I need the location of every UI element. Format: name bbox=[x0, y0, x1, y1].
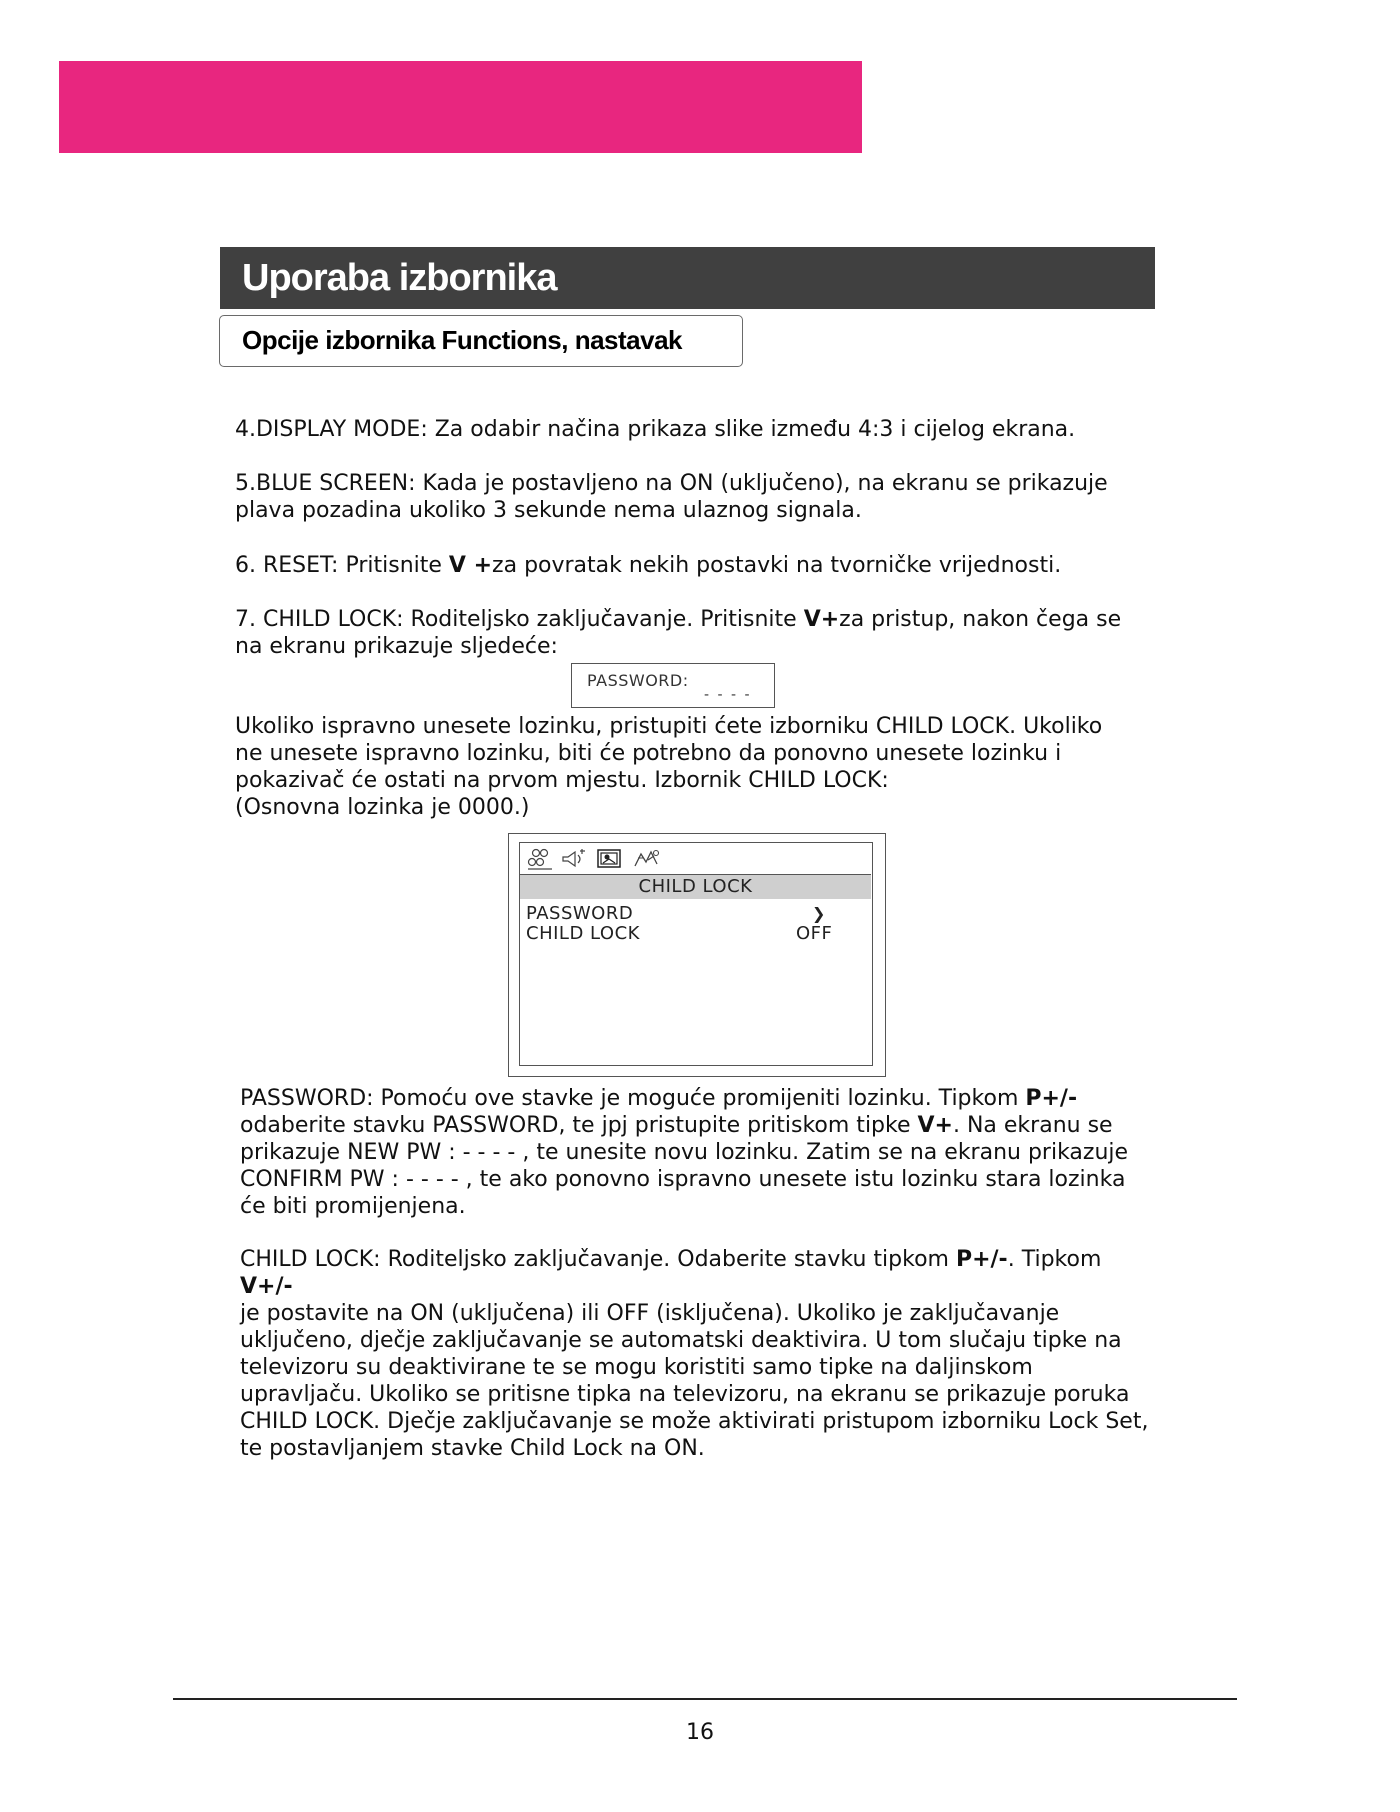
page-number: 16 bbox=[686, 1720, 714, 1745]
password-prompt-label: PASSWORD: bbox=[587, 671, 689, 690]
paragraph-line bbox=[240, 1112, 1160, 1139]
paragraph-login-info bbox=[235, 713, 1155, 821]
text-run: PASSWORD: Pomoću ove stavke je moguće promijeniti lozinku. Tipkom bbox=[240, 1086, 1026, 1111]
paragraph-line: (Osnovna lozinka je 0000.) bbox=[235, 795, 530, 820]
password-prompt-box bbox=[571, 663, 775, 708]
paragraph-line: 5.BLUE SCREEN: Kada je postavljeno na ON (uključeno), na ekranu se prikazuje bbox=[235, 471, 1108, 496]
speaker-icon bbox=[560, 848, 588, 870]
section-subtitle: Opcije izbornika Functions, nastavak bbox=[219, 315, 743, 367]
paragraph-line: pokazivač će ostati na prvom mjestu. Izbornik CHILD LOCK: bbox=[235, 768, 889, 793]
paragraph-child-lock bbox=[240, 1246, 1160, 1462]
paragraph-line bbox=[240, 1246, 1160, 1300]
header-accent-bar bbox=[59, 61, 862, 153]
child-lock-menu bbox=[519, 842, 873, 1066]
key-label: P+/- bbox=[955, 1247, 1008, 1272]
page-title: Uporaba izbornika bbox=[220, 247, 1155, 309]
key-label: V+ bbox=[803, 607, 840, 632]
paragraph-reset bbox=[235, 552, 1155, 579]
menu-item-child-lock[interactable]: CHILD LOCK bbox=[526, 923, 640, 944]
paragraph-line: na ekranu prikazuje sljedeće: bbox=[235, 634, 558, 659]
text-run: odaberite stavku PASSWORD, te jpj pristupite pritiskom tipke bbox=[240, 1113, 918, 1138]
text-run: 7. CHILD LOCK: Roditeljsko zaključavanje. Pritisnite bbox=[235, 607, 804, 632]
picture-icon bbox=[596, 848, 624, 870]
function-icon bbox=[632, 848, 662, 870]
paragraph-display-mode: 4.DISPLAY MODE: Za odabir načina prikaza slike između 4:3 i cijelog ekrana. bbox=[235, 417, 1076, 442]
menu-header: CHILD LOCK bbox=[520, 875, 871, 899]
password-prompt-value: - - - - bbox=[704, 687, 752, 703]
people-icon bbox=[526, 848, 554, 870]
paragraph-child-lock-intro bbox=[235, 606, 1155, 660]
text-run: . Na ekranu se bbox=[952, 1113, 1113, 1138]
footer-divider bbox=[173, 1698, 1237, 1700]
menu-icon-row bbox=[520, 843, 871, 875]
paragraph-line: Ukoliko ispravno unesete lozinku, pristupiti ćete izborniku CHILD LOCK. Ukoliko bbox=[235, 714, 1103, 739]
paragraph-line: CONFIRM PW : - - - - , te ako ponovno ispravno unesete istu lozinku stara lozinka bbox=[240, 1167, 1126, 1192]
text-run: za pristup, nakon čega se bbox=[839, 607, 1122, 632]
text-run: . Tipkom bbox=[1007, 1247, 1102, 1272]
text-run: za povratak nekih postavki na tvorničke vrijednosti. bbox=[492, 553, 1062, 578]
key-label: V + bbox=[448, 553, 493, 578]
paragraph-password bbox=[240, 1085, 1160, 1220]
paragraph-line: prikazuje NEW PW : - - - - , te unesite novu lozinku. Zatim se na ekranu prikazuje bbox=[240, 1140, 1129, 1165]
paragraph-line bbox=[235, 606, 1155, 633]
paragraph-line: plava pozadina ukoliko 3 sekunde nema ulaznog signala. bbox=[235, 498, 862, 523]
child-lock-menu-screen bbox=[508, 833, 886, 1077]
paragraph-line: televizoru su deaktivirane te se mogu koristiti samo tipke na daljinskom bbox=[240, 1355, 1033, 1380]
paragraph-line: ne unesete ispravno lozinku, biti će potrebno da ponovno unesete lozinku i bbox=[235, 741, 1062, 766]
paragraph-blue-screen bbox=[235, 470, 1155, 524]
paragraph-line: je postavite na ON (uključena) ili OFF (isključena). Ukoliko je zaključavanje bbox=[240, 1301, 1060, 1326]
paragraph-line: će biti promijenjena. bbox=[240, 1194, 466, 1219]
key-label: V+/- bbox=[240, 1274, 293, 1299]
chevron-right-icon: ❯ bbox=[812, 904, 826, 923]
paragraph-line: uključeno, dječje zaključavanje se automatski deaktivira. U tom slučaju tipke na bbox=[240, 1328, 1122, 1353]
key-label: P+/- bbox=[1025, 1086, 1078, 1111]
paragraph-line: te postavljanjem stavke Child Lock na ON. bbox=[240, 1436, 705, 1461]
paragraph-line: upravljaču. Ukoliko se pritisne tipka na televizoru, na ekranu se prikazuje poruka bbox=[240, 1382, 1130, 1407]
key-label: V+ bbox=[917, 1113, 953, 1138]
text-run: 6. RESET: Pritisnite bbox=[235, 553, 449, 578]
text-run: CHILD LOCK: Roditeljsko zaključavanje. Odaberite stavku tipkom bbox=[240, 1247, 956, 1272]
menu-item-child-lock-value: OFF bbox=[796, 923, 833, 944]
paragraph-line bbox=[240, 1085, 1160, 1112]
menu-item-password[interactable]: PASSWORD bbox=[526, 903, 634, 924]
paragraph-line: CHILD LOCK. Dječje zaključavanje se može aktivirati pristupom izborniku Lock Set, bbox=[240, 1409, 1149, 1434]
